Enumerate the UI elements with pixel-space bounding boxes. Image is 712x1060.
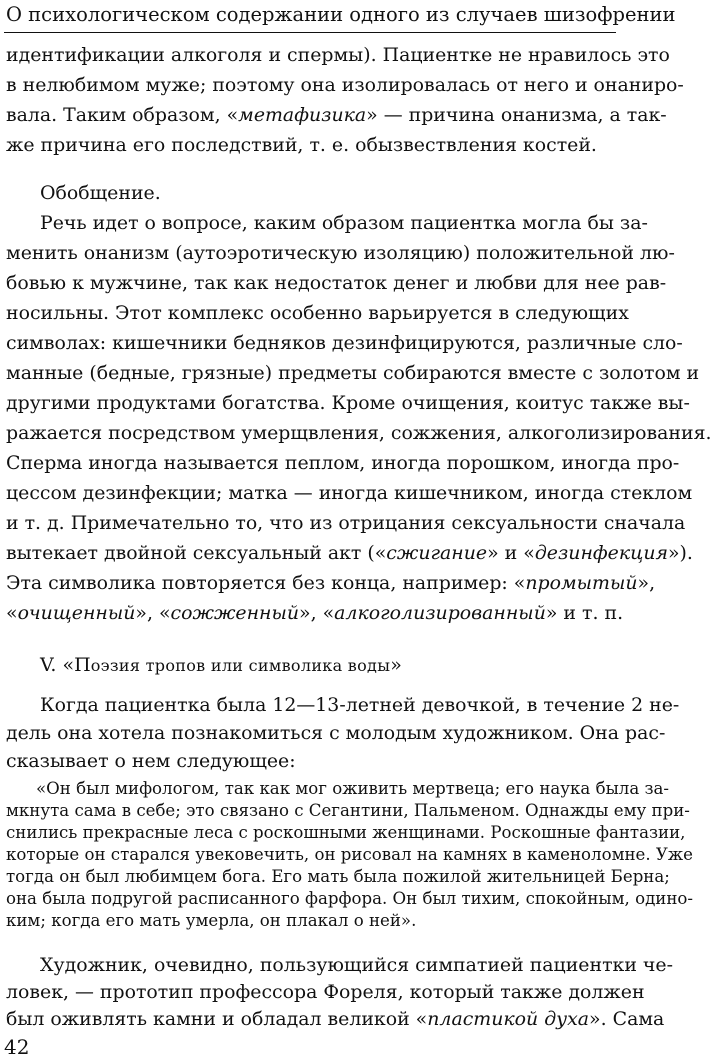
italic-term: сожженный	[170, 602, 300, 624]
italic-term: промытый	[525, 572, 638, 594]
quote-line: снились прекрасные леса с роскошными женщинами. Роскошные фантазии,	[6, 823, 686, 842]
text-line: и т. д. Примечательно то, что из отрицания сексуальности сначала	[6, 512, 686, 534]
text-line: дель она хотела познакомиться с молодым художником. Она рас-	[6, 722, 666, 744]
text-line: носильны. Этот комплекс особенно варьируется в следующих	[6, 302, 629, 324]
text-line: ловек, — прототип профессора Фореля, который также должен	[6, 981, 645, 1003]
text-line: Эта символика повторяется без конца, например: «промытый»,	[6, 572, 656, 594]
text-line: менить онанизм (аутоэротическую изоляцию) положительной лю-	[6, 242, 675, 264]
text-line: сказывает о нем следующее:	[6, 750, 296, 772]
text-line: вала. Таким образом, «метафизика» — причина онанизма, а так-	[6, 104, 667, 126]
text-line: Когда пациентка была 12—13-летней девочкой, в течение 2 не-	[40, 694, 680, 716]
text-line: Художник, очевидно, пользующийся симпатией пациентки че-	[40, 954, 673, 976]
italic-term: метафизика	[238, 104, 367, 126]
running-head: О психологическом содержании одного из случаев шизофрении	[6, 3, 676, 26]
text-line: бовью к мужчине, так как недостаток денег и любви для нее рав-	[6, 272, 667, 294]
text-line: другими продуктами богатства. Кроме очищения, коитус также вы-	[6, 392, 690, 414]
text-line: был оживлять камни и обладал великой «пластикой духа». Сама	[6, 1008, 665, 1030]
italic-term: сжигание	[386, 542, 488, 564]
italic-term: пластикой духа	[427, 1008, 590, 1030]
quote-line: которые он старался увековечить, он рисовал на камнях в каменоломне. Уже	[6, 845, 693, 864]
section-heading: V. «Поэзия тропов или символика воды»	[40, 654, 402, 676]
text-line: ражается посредством умерщвления, сожжения, алкоголизирования.	[6, 422, 712, 444]
text-line: идентификации алкоголя и спермы). Пациентке не нравилось это	[6, 44, 670, 66]
page-number: 42	[4, 1035, 30, 1059]
quote-line: ким; когда его мать умерла, он плакал о ней».	[6, 911, 417, 930]
text-line: цессом дезинфекции; матка — иногда кишечником, иногда стеклом	[6, 482, 693, 504]
quote-line: она была подругой расписанного фарфора. Он был тихим, спокойным, одино-	[6, 889, 694, 908]
italic-term: дезинфекция	[534, 542, 668, 564]
text-line: вытекает двойной сексуальный акт («сжигание» и «дезинфекция»).	[6, 542, 693, 564]
quote-line: тогда он был любимцем бога. Его мать была пожилой жительницей Берна;	[6, 867, 670, 886]
text-line: манные (бедные, грязные) предметы собираются вместе с золотом и	[6, 362, 700, 384]
text-line: «очищенный», «сожженный», «алкоголизированный» и т. п.	[6, 602, 624, 624]
text-line: в нелюбимом муже; поэтому она изолировалась от него и онаниро-	[6, 74, 684, 96]
quote-line: мкнута сама в себе; это связано с Сегантини, Пальменом. Однажды ему при-	[6, 801, 690, 820]
italic-term: алкоголизированный	[334, 602, 546, 624]
quote-line: «Он был мифологом, так как мог оживить мертвеца; его наука была за-	[36, 779, 670, 798]
text-line: же причина его последствий, т. е. обызвествления костей.	[6, 134, 597, 156]
header-rule	[4, 32, 616, 33]
summary-title: Обобщение.	[40, 182, 161, 204]
text-line: Речь идет о вопросе, каким образом пациентка могла бы за-	[40, 212, 648, 234]
italic-term: очищенный	[17, 602, 136, 624]
text-line: Сперма иногда называется пеплом, иногда порошком, иногда про-	[6, 452, 680, 474]
text-line: символах: кишечники бедняков дезинфицируются, различные сло-	[6, 332, 683, 354]
